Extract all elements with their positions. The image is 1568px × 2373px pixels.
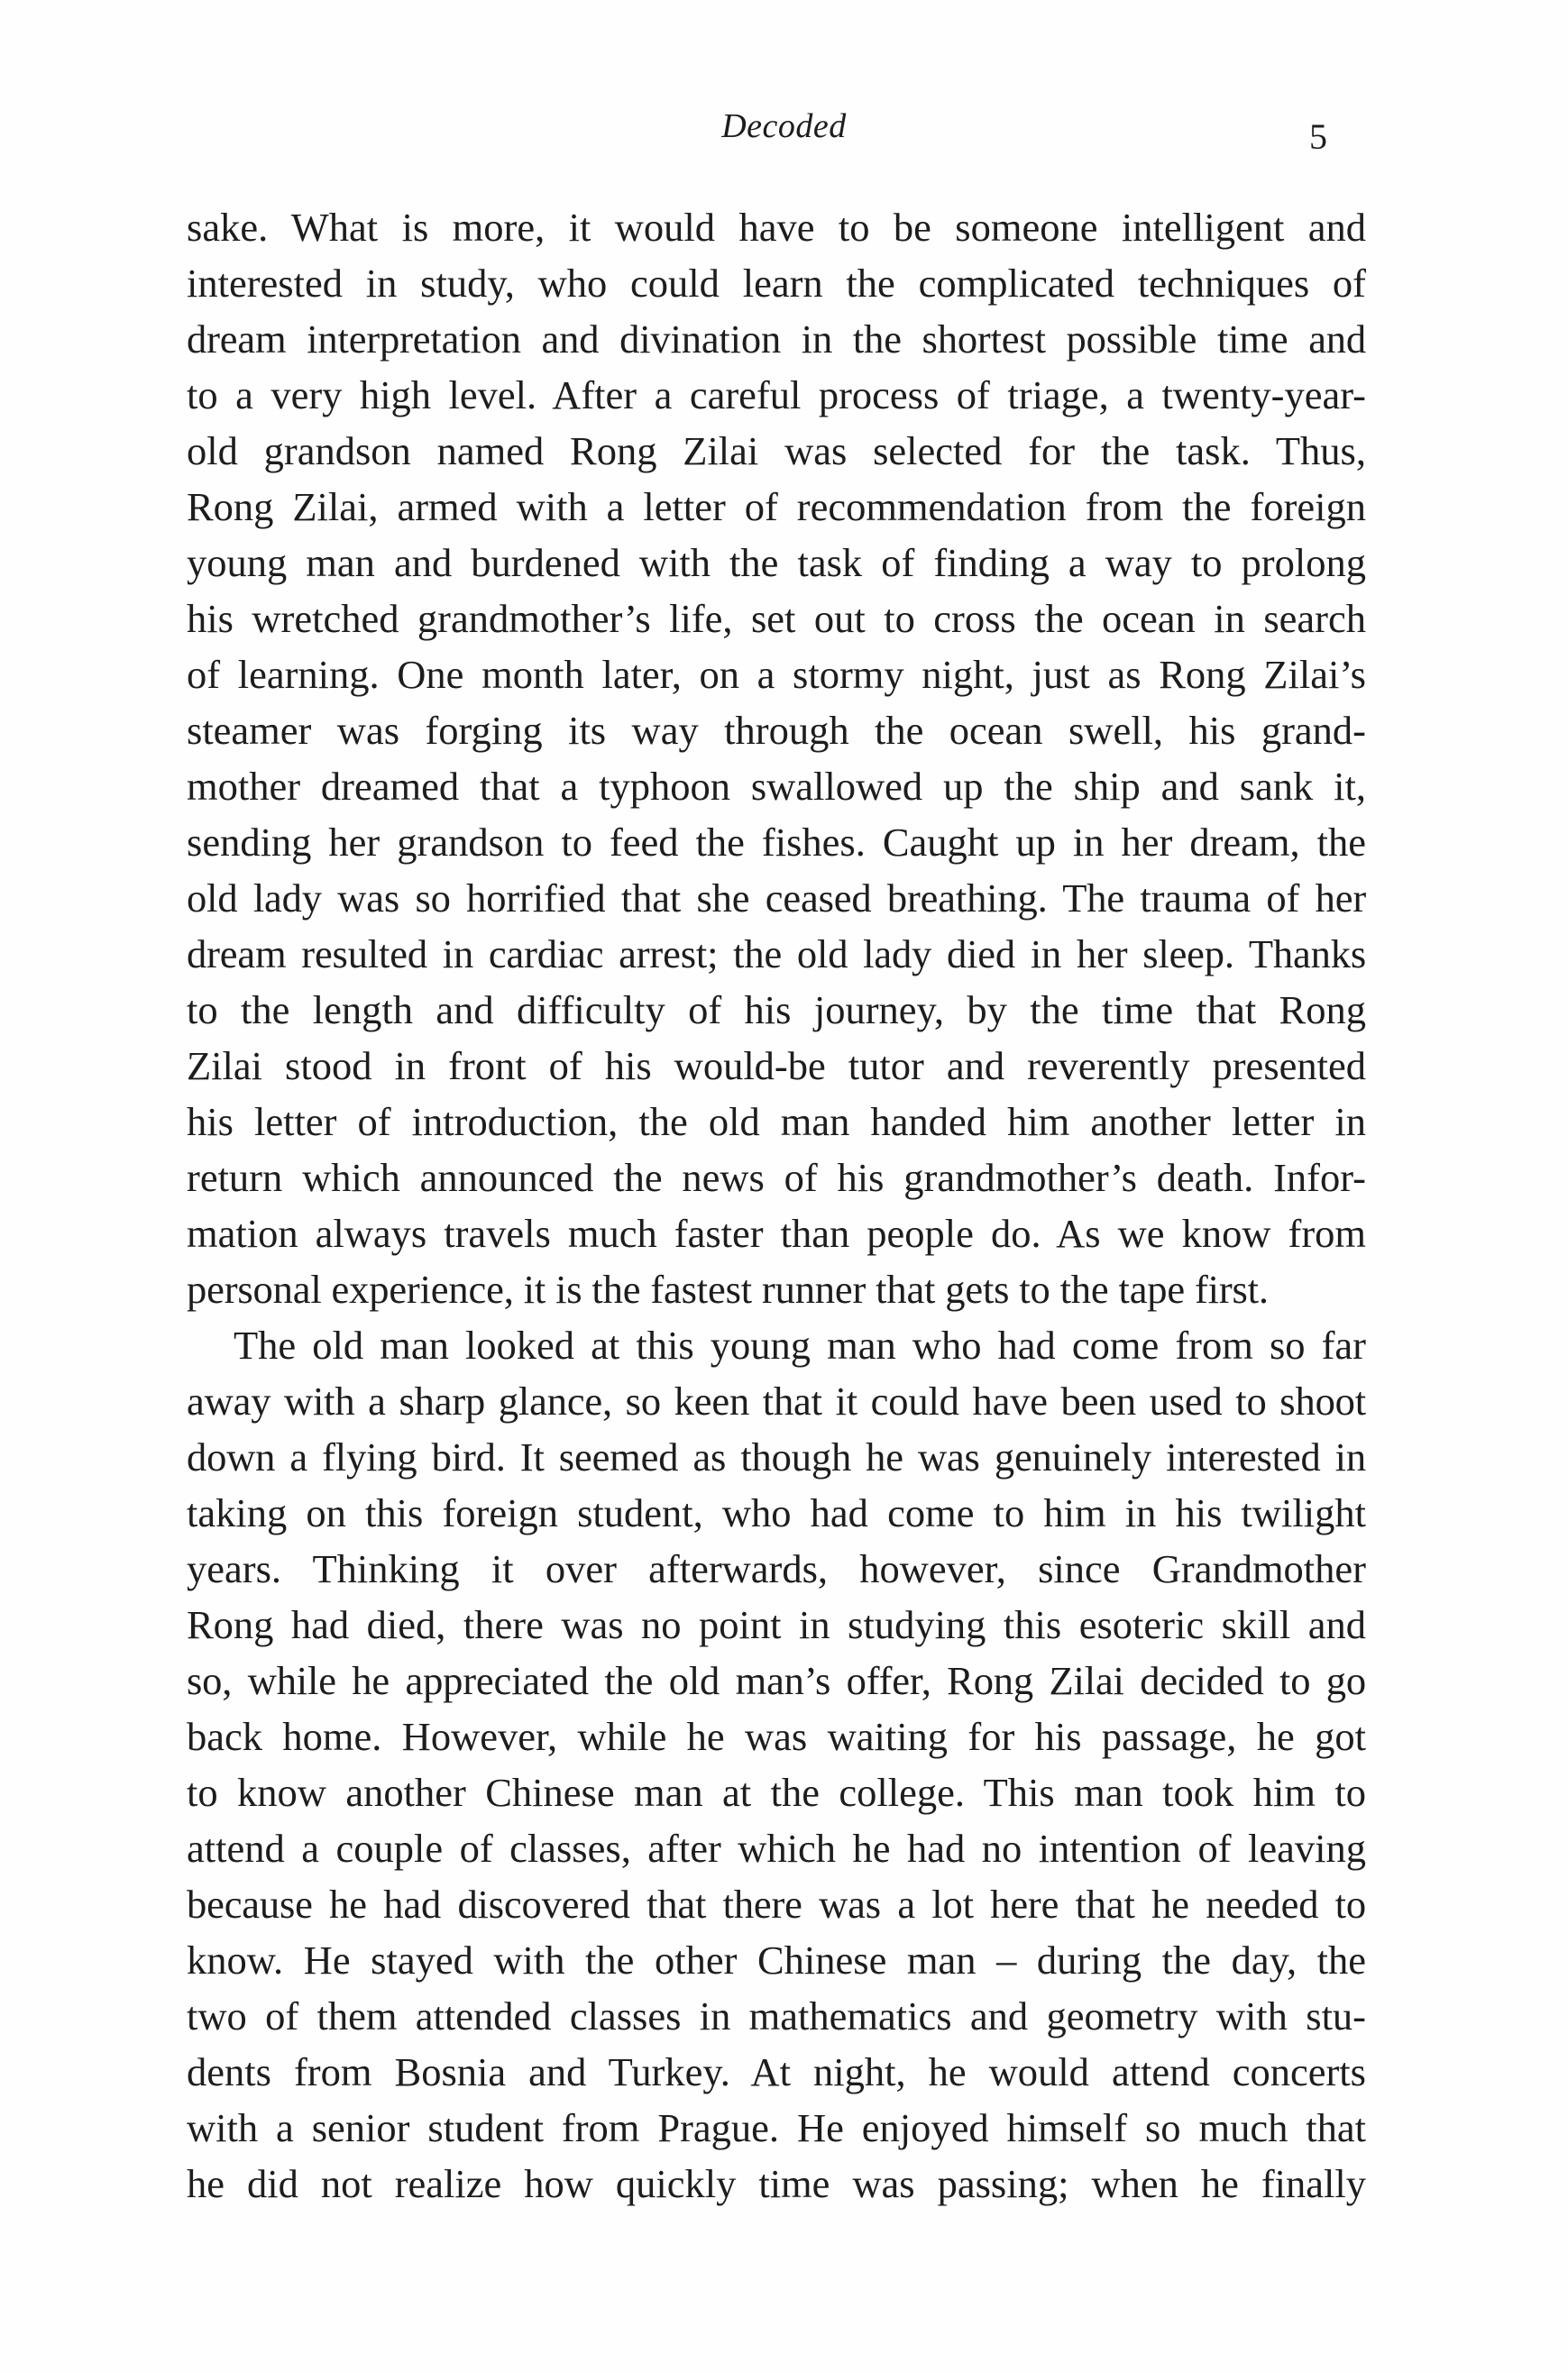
text-line: sending her grandson to feed the fishes. Caught up in her dream, the bbox=[187, 820, 1366, 865]
running-head-title: Decoded bbox=[721, 107, 847, 145]
text-line: young man and burdened with the task of finding a way to prolong bbox=[187, 540, 1366, 585]
text-line: of learning. One month later, on a stormy night, just as Rong Zilai’s bbox=[187, 652, 1366, 697]
text-line: so, while he appreciated the old man’s offer, Rong Zilai decided to go bbox=[187, 1658, 1366, 1703]
text-line: away with a sharp glance, so keen that it could have been used to shoot bbox=[187, 1379, 1366, 1424]
text-line: his letter of introduction, the old man handed him another letter in bbox=[187, 1099, 1366, 1144]
text-line: return which announced the news of his grandmother’s death. Infor- bbox=[187, 1155, 1366, 1200]
text-line: back home. However, while he was waiting for his passage, he got bbox=[187, 1714, 1366, 1759]
text-line: sake. What is more, it would have to be someone intelligent and bbox=[187, 205, 1366, 250]
text-line: mother dreamed that a typhoon swallowed up the ship and sank it, bbox=[187, 764, 1366, 809]
text-line: because he had discovered that there was a lot here that he needed to bbox=[187, 1882, 1366, 1927]
body-text bbox=[187, 199, 1366, 2212]
text-line: mation always travels much faster than people do. As we know from bbox=[187, 1211, 1366, 1256]
text-line: Zilai stood in front of his would-be tutor and reverently presented bbox=[187, 1043, 1366, 1088]
text-line: old grandson named Rong Zilai was selected for the task. Thus, bbox=[187, 428, 1366, 473]
text-line: he did not realize how quickly time was passing; when he finally bbox=[187, 2161, 1366, 2206]
text-line: The old man looked at this young man who had come from so far bbox=[234, 1323, 1366, 1368]
text-line: steamer was forging its way through the ocean swell, his grand- bbox=[187, 708, 1366, 753]
text-line: personal experience, it is the fastest runner that gets to the tape first. bbox=[187, 1267, 1269, 1312]
text-line: Rong Zilai, armed with a letter of recommendation from the foreign bbox=[187, 484, 1366, 529]
text-line: old lady was so horrified that she ceased breathing. The trauma of her bbox=[187, 875, 1366, 921]
text-line: attend a couple of classes, after which he had no intention of leaving bbox=[187, 1826, 1366, 1871]
text-line: two of them attended classes in mathematics and geometry with stu- bbox=[187, 1993, 1366, 2039]
text-line: Rong had died, there was no point in studying this esoteric skill and bbox=[187, 1602, 1366, 1647]
text-line: dents from Bosnia and Turkey. At night, he would attend concerts bbox=[187, 2049, 1366, 2094]
text-line: years. Thinking it over afterwards, however, since Grandmother bbox=[187, 1546, 1366, 1591]
text-line: to the length and difficulty of his journey, by the time that Rong bbox=[187, 987, 1366, 1032]
text-line: to know another Chinese man at the college. This man took him to bbox=[187, 1770, 1366, 1815]
text-line: know. He stayed with the other Chinese man – during the day, the bbox=[187, 1938, 1366, 1983]
text-line: to a very high level. After a careful process of triage, a twenty-year- bbox=[187, 372, 1366, 417]
text-line: dream interpretation and divination in the shortest possible time and bbox=[187, 316, 1366, 362]
page-number: 5 bbox=[1309, 116, 1327, 157]
text-line: down a flying bird. It seemed as though he was genuinely interested in bbox=[187, 1434, 1366, 1480]
text-line: with a senior student from Prague. He enjoyed himself so much that bbox=[187, 2105, 1366, 2150]
text-line: taking on this foreign student, who had come to him in his twilight bbox=[187, 1490, 1366, 1535]
text-line: his wretched grandmother’s life, set out to cross the ocean in search bbox=[187, 596, 1366, 641]
text-line: dream resulted in cardiac arrest; the old lady died in her sleep. Thanks bbox=[187, 931, 1366, 976]
text-line: interested in study, who could learn the complicated techniques of bbox=[187, 261, 1366, 306]
